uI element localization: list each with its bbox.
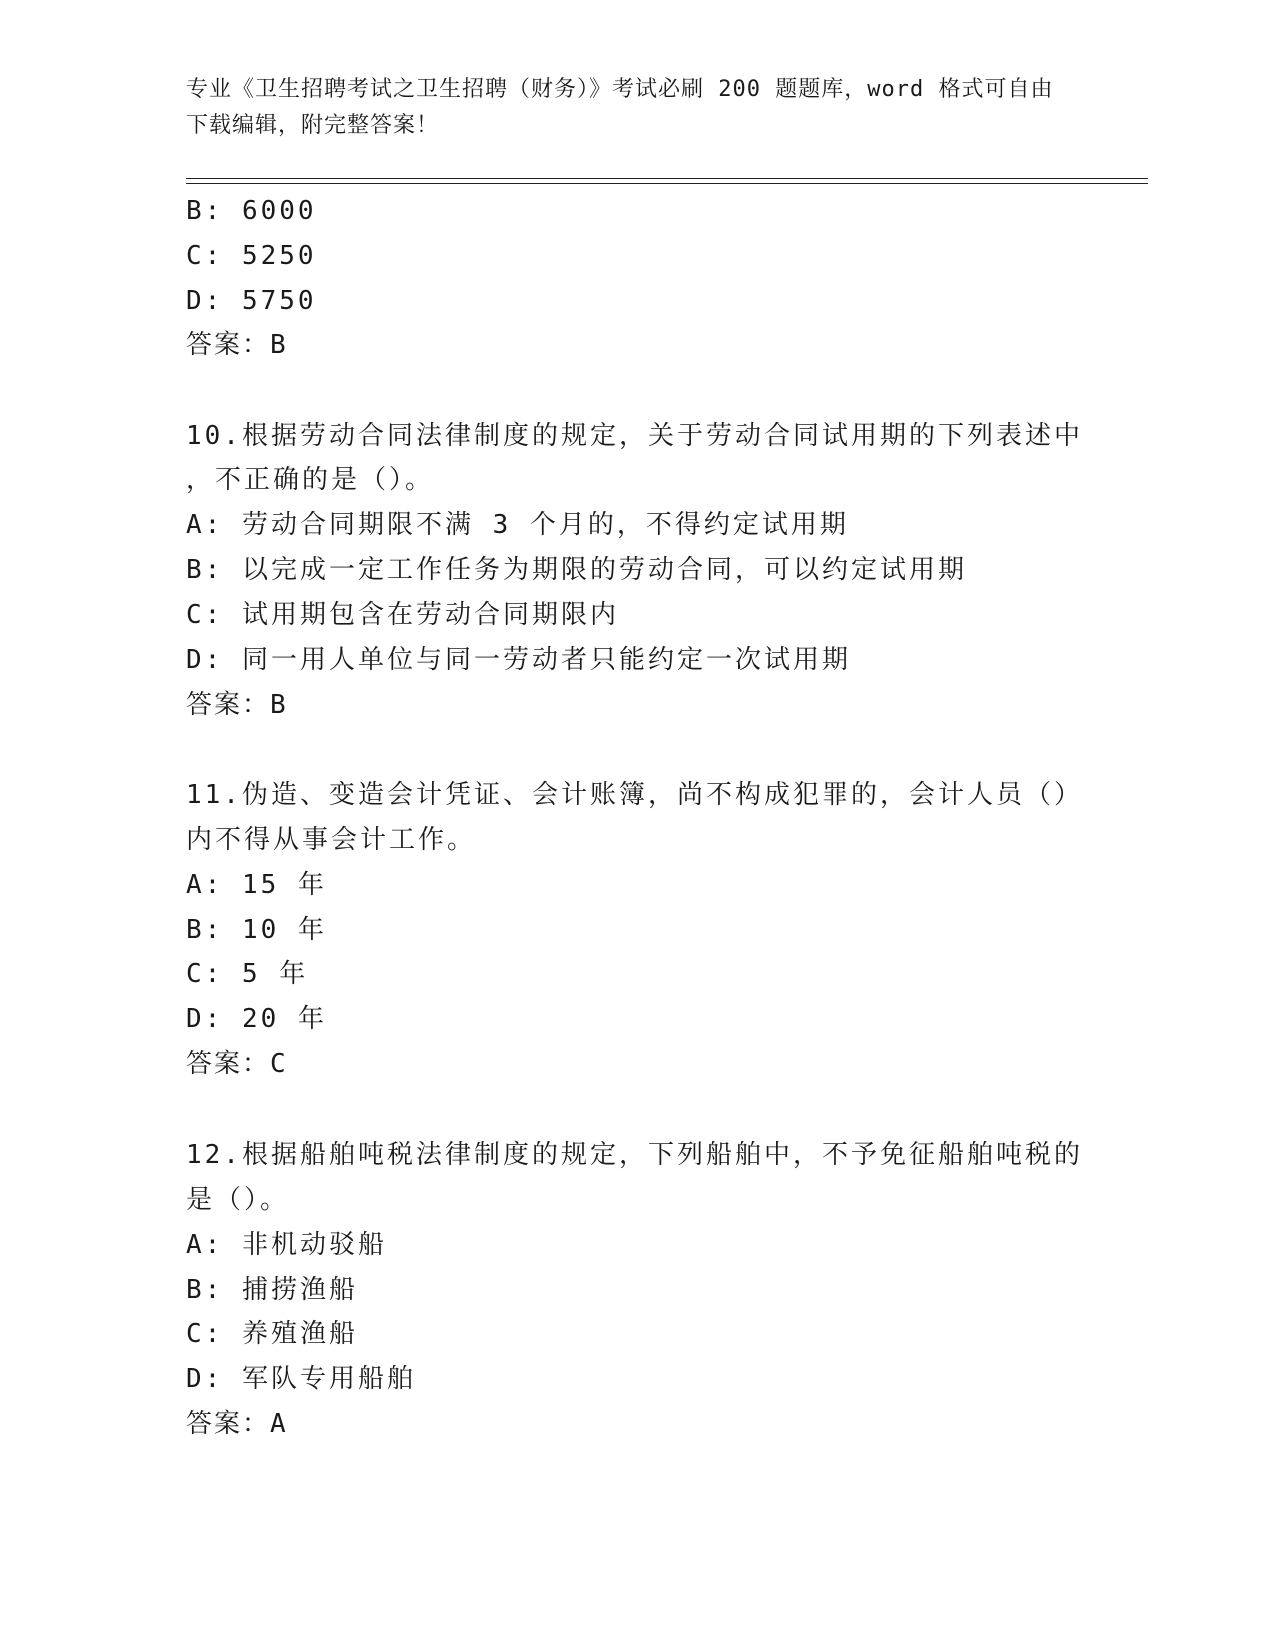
q11-option-a: A: 15 年 [186,870,327,900]
q9-answer: 答案：B [186,330,288,360]
header-divider-top [186,178,1148,179]
document-header: 专业《卫生招聘考试之卫生招聘（财务）》考试必刷 200 题题库，word 格式可自由下载编辑，附完整答案！ [186,77,1054,138]
q12-option-b: B: 捕捞渔船 [186,1275,358,1305]
q9-option-b: B: 6000 [186,196,317,226]
q12-option-a: A: 非机动驳船 [186,1230,387,1260]
q12-option-d: D: 军队专用船舶 [186,1364,416,1394]
q12-answer: 答案：A [186,1409,288,1439]
q9-option-d: D: 5750 [186,286,317,316]
q11-stem-line2: 内不得从事会计工作。 [186,825,477,855]
q11-option-c: C: 5 年 [186,959,309,989]
q10-stem-line2: ，不正确的是（）。 [186,465,435,495]
q11-stem-line1: 11.伪造、变造会计凭证、会计账簿，尚不构成犯罪的，会计人员（） [186,780,1083,810]
q9-option-c: C: 5250 [186,241,317,271]
q10-option-d: D: 同一用人单位与同一劳动者只能约定一次试用期 [186,645,851,675]
q11-option-d: D: 20 年 [186,1004,327,1034]
q10-option-a: A: 劳动合同期限不满 3 个月的，不得约定试用期 [186,510,849,540]
header-divider-bottom [186,183,1148,184]
q12-stem-line2: 是（）。 [186,1185,290,1215]
q11-answer: 答案：C [186,1049,288,1079]
q10-answer: 答案：B [186,690,288,720]
q11-option-b: B: 10 年 [186,915,327,945]
q10-option-b: B: 以完成一定工作任务为期限的劳动合同，可以约定试用期 [186,555,967,585]
q10-option-c: C: 试用期包含在劳动合同期限内 [186,600,619,630]
q12-stem-line1: 12.根据船舶吨税法律制度的规定，下列船舶中，不予免征船舶吨税的 [186,1140,1083,1170]
q10-stem-line1: 10.根据劳动合同法律制度的规定，关于劳动合同试用期的下列表述中 [186,421,1083,451]
q12-option-c: C: 养殖渔船 [186,1319,358,1349]
